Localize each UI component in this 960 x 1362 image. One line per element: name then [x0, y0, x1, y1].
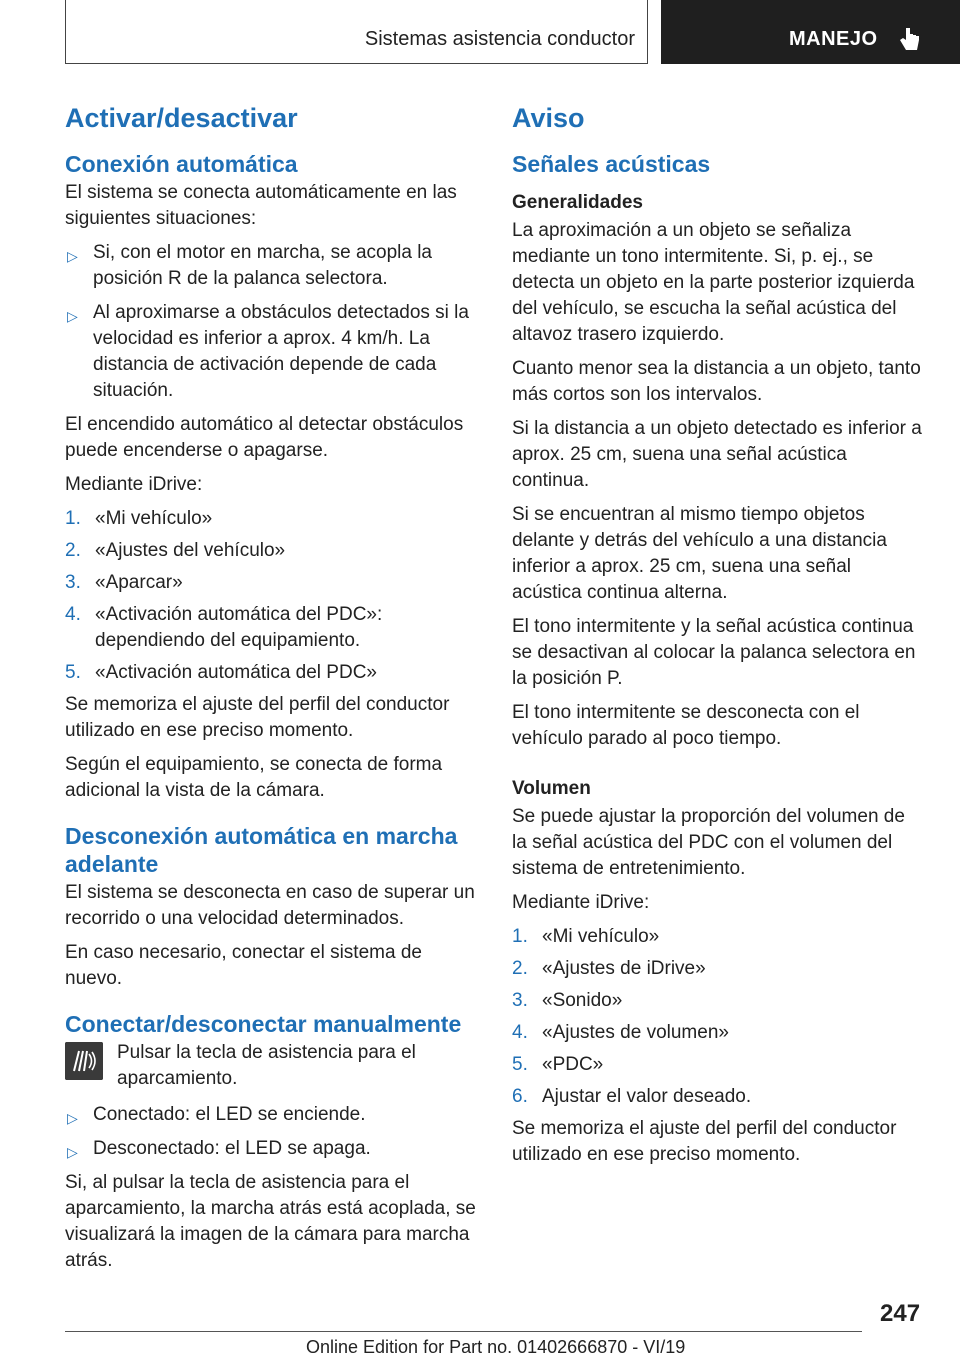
- bullet-item: ▷ Al aproximarse a obstáculos detectados si la velocidad es inferior a aprox. 4 km/h. La distancia de activación depende de cada situación.: [67, 302, 469, 401]
- icon-instruction: Pulsar la tecla de asistencia para el aparcamiento.: [65, 1040, 477, 1092]
- triangle-bullet-icon: ▷: [67, 308, 78, 324]
- paragraph: El sistema se conecta automáticamente en las siguientes situaciones:: [65, 182, 457, 229]
- page-number: 247: [880, 1300, 921, 1327]
- step-item: 4. «Ajustes de volumen»: [512, 1022, 729, 1043]
- step-item: 2. «Ajustes del vehículo»: [65, 540, 286, 561]
- paragraph: Se puede ajustar la proporción del volumen de la señal acústica del PDC con el volumen del sistema de entretenimiento.: [512, 806, 905, 879]
- paragraph: En caso necesario, conectar el sistema de nuevo.: [65, 942, 422, 989]
- paragraph: Se memoriza el ajuste del perfil del conductor utilizado en ese preciso momento.: [512, 1118, 897, 1165]
- paragraph: Si, al pulsar la tecla de asistencia para el aparcamiento, la marcha atrás está acoplada, se visualizará la imagen de la cámara para marcha atrás.: [65, 1172, 476, 1271]
- paragraph: Mediante iDrive:: [65, 474, 203, 495]
- step-item: 3. «Sonido»: [512, 990, 623, 1011]
- section-heading-aviso: Aviso: [512, 103, 585, 133]
- paragraph: La aproximación a un objeto se señaliza mediante un tono intermitente. Si, p. ej., se detecta un objeto en la parte posterior izquierda del vehículo, se escucha la señal acústica del altavoz trasero izquierdo.: [512, 220, 915, 345]
- step-item: 6. Ajustar el valor deseado.: [512, 1086, 752, 1107]
- paragraph: Mediante iDrive:: [512, 892, 650, 913]
- footer-divider: [65, 1331, 862, 1332]
- bullet-item: ▷ Si, con el motor en marcha, se acopla la posición R de la palanca selectora.: [67, 242, 433, 289]
- section-heading-activar: Activar/desactivar: [65, 103, 298, 133]
- park-assist-button-icon: [65, 1042, 103, 1080]
- header-chapter-tab[interactable]: [661, 0, 960, 64]
- header-section-title: Sistemas asistencia conductor: [364, 28, 635, 50]
- right-column: [512, 100, 924, 1176]
- step-item: 4. «Activación automática del PDC»: dependiendo del equipamiento.: [65, 604, 383, 651]
- paragraph: Según el equipamiento, se conecta de forma adicional la vista de la cámara.: [65, 754, 443, 801]
- left-column: [65, 100, 477, 1282]
- step-item: 3. «Aparcar»: [65, 572, 183, 593]
- hand-pointer-icon: [897, 26, 923, 54]
- paragraph: El tono intermitente y la señal acústica continua se desactivan al colocar la palanca selectora en la posición P.: [512, 616, 916, 689]
- triangle-bullet-icon: ▷: [67, 1110, 78, 1126]
- paragraph: El tono intermitente se desconecta con el vehículo parado al poco tiempo.: [512, 702, 860, 749]
- heading-general: Generalidades: [512, 192, 643, 213]
- heading-manual: Conectar/desconectar manualmente: [65, 1011, 462, 1037]
- paragraph: Cuanto menor sea la distancia a un objeto, tanto más cortos son los intervalos.: [512, 358, 921, 405]
- step-item: 1. «Mi vehículo»: [512, 926, 660, 947]
- step-item: 1. «Mi vehículo»: [65, 508, 213, 529]
- paragraph: Se memoriza el ajuste del perfil del conductor utilizado en ese preciso momento.: [65, 694, 450, 741]
- footer-edition: Online Edition for Part no. 01402666870 - VI/19: [306, 1337, 686, 1357]
- heading-volume: Volumen: [512, 778, 591, 799]
- step-item: 5. «Activación automática del PDC»: [65, 662, 377, 683]
- paragraph: El sistema se desconecta en caso de superar un recorrido o una velocidad determinados.: [65, 882, 475, 929]
- heading-auto-on: Conexión automática: [65, 151, 298, 177]
- paragraph: Si se encuentran al mismo tiempo objetos delante y detrás del vehículo a una distancia inferior a aprox. 25 cm, suena una señal acústica continua alterna.: [512, 504, 887, 603]
- paragraph: Si la distancia a un objeto detectado es inferior a aprox. 25 cm, suena una señal acústica continua.: [512, 418, 922, 491]
- triangle-bullet-icon: ▷: [67, 1144, 78, 1160]
- bullet-item: ▷ Conectado: el LED se enciende.: [65, 1102, 477, 1128]
- heading-acoustic: Señales acústicas: [512, 151, 711, 177]
- header-section-box: [65, 0, 648, 64]
- header-chapter-label: MANEJO: [789, 28, 878, 50]
- bullet-item: ▷ Desconectado: el LED se apaga.: [65, 1136, 477, 1162]
- heading-auto-off: Desconexión automática en marcha adelante: [65, 823, 458, 877]
- step-item: 5. «PDC»: [512, 1054, 604, 1075]
- paragraph: El encendido automático al detectar obstáculos puede encenderse o apagarse.: [65, 414, 464, 461]
- step-item: 2. «Ajustes de iDrive»: [512, 958, 706, 979]
- triangle-bullet-icon: ▷: [67, 248, 78, 264]
